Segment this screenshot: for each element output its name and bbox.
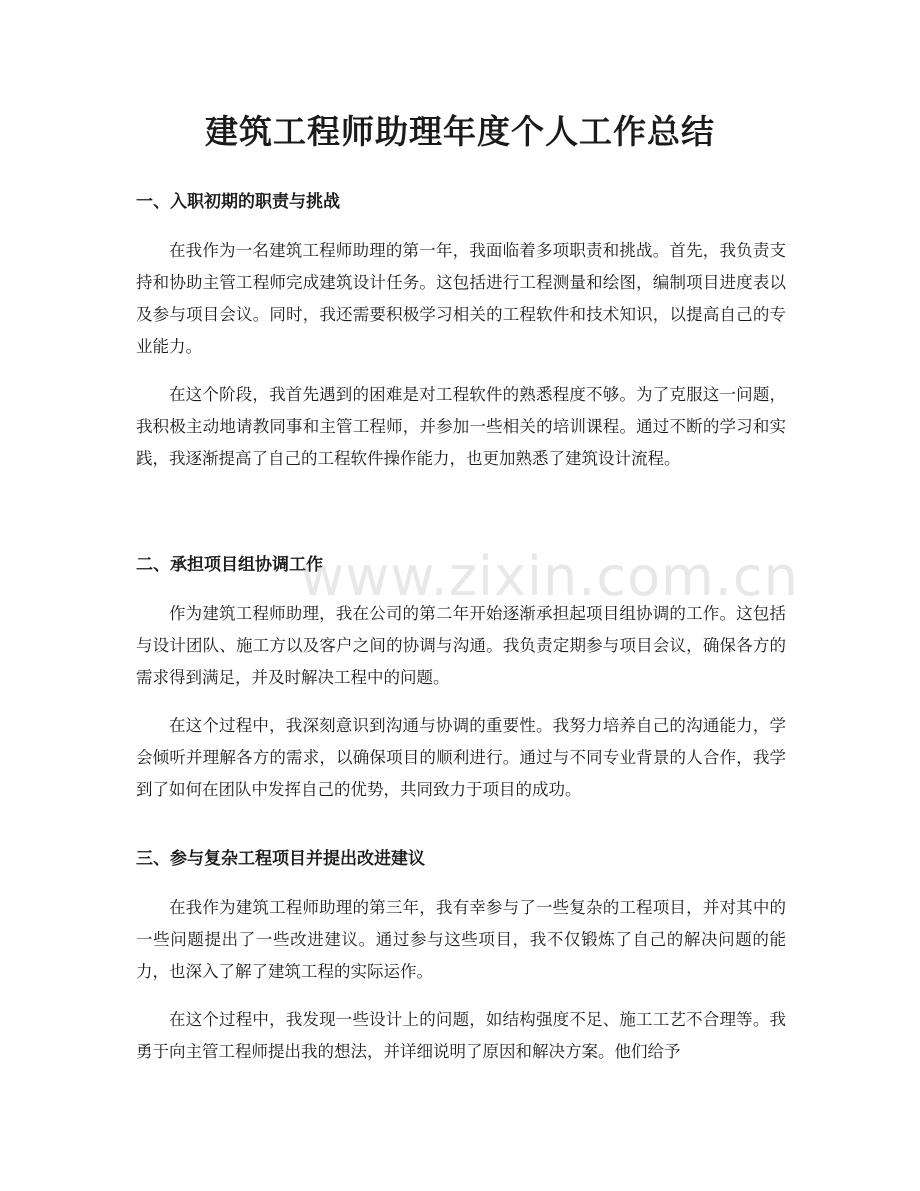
section-1 (136, 190, 786, 491)
paragraph: 在我作为建筑工程师助理的第三年，我有幸参与了一些复杂的工程项目，并对其中的一些问题提出了一些改进建议。通过参与这些项目，我不仅锻炼了自己的解决问题的能力，也深入了解了建筑工程的实际运作。 (136, 898, 786, 981)
section-heading: 三、参与复杂工程项目并提出改进建议 (136, 849, 425, 869)
section-2 (136, 553, 786, 822)
paragraph: 作为建筑工程师助理，我在公司的第二年开始逐渐承担起项目组协调的工作。这包括与设计团队、施工方以及客户之间的协调与沟通。我负责定期参与项目会议，确保各方的需求得到满足，并及时解决工程中的问题。 (136, 604, 786, 687)
paragraph: 在这个过程中，我深刻意识到沟通与协调的重要性。我努力培养自己的沟通能力，学会倾听并理解各方的需求，以确保项目的顺利进行。通过与不同专业背景的人合作，我学到了如何在团队中发挥自己的优势，共同致力于项目的成功。 (136, 716, 786, 799)
watermark: www.zixin.com.cn (300, 545, 799, 608)
paragraph: 在我作为一名建筑工程师助理的第一年，我面临着多项职责和挑战。首先，我负责支持和协助主管工程师完成建筑设计任务。这包括进行工程测量和绘图，编制项目进度表以及参与项目会议。同时，我还需要积极学习相关的工程软件和技术知识，以提高自己的专业能力。 (136, 241, 786, 356)
section-3 (136, 847, 786, 1084)
document-title: 建筑工程师助理年度个人工作总结 (205, 112, 715, 151)
paragraph: 在这个过程中，我发现一些设计上的问题，如结构强度不足、施工工艺不合理等。我勇于向主管工程师提出我的想法，并详细说明了原因和解决方案。他们给予 (136, 1010, 786, 1061)
paragraph: 在这个阶段，我首先遇到的困难是对工程软件的熟悉程度不够。为了克服这一问题，我积极主动地请教同事和主管工程师，并参加一些相关的培训课程。通过不断的学习和实践，我逐渐提高了自己的工程软件操作能力，也更加熟悉了建筑设计流程。 (136, 385, 786, 468)
section-heading: 一、入职初期的职责与挑战 (136, 192, 340, 212)
section-heading: 二、承担项目组协调工作 (136, 555, 323, 575)
